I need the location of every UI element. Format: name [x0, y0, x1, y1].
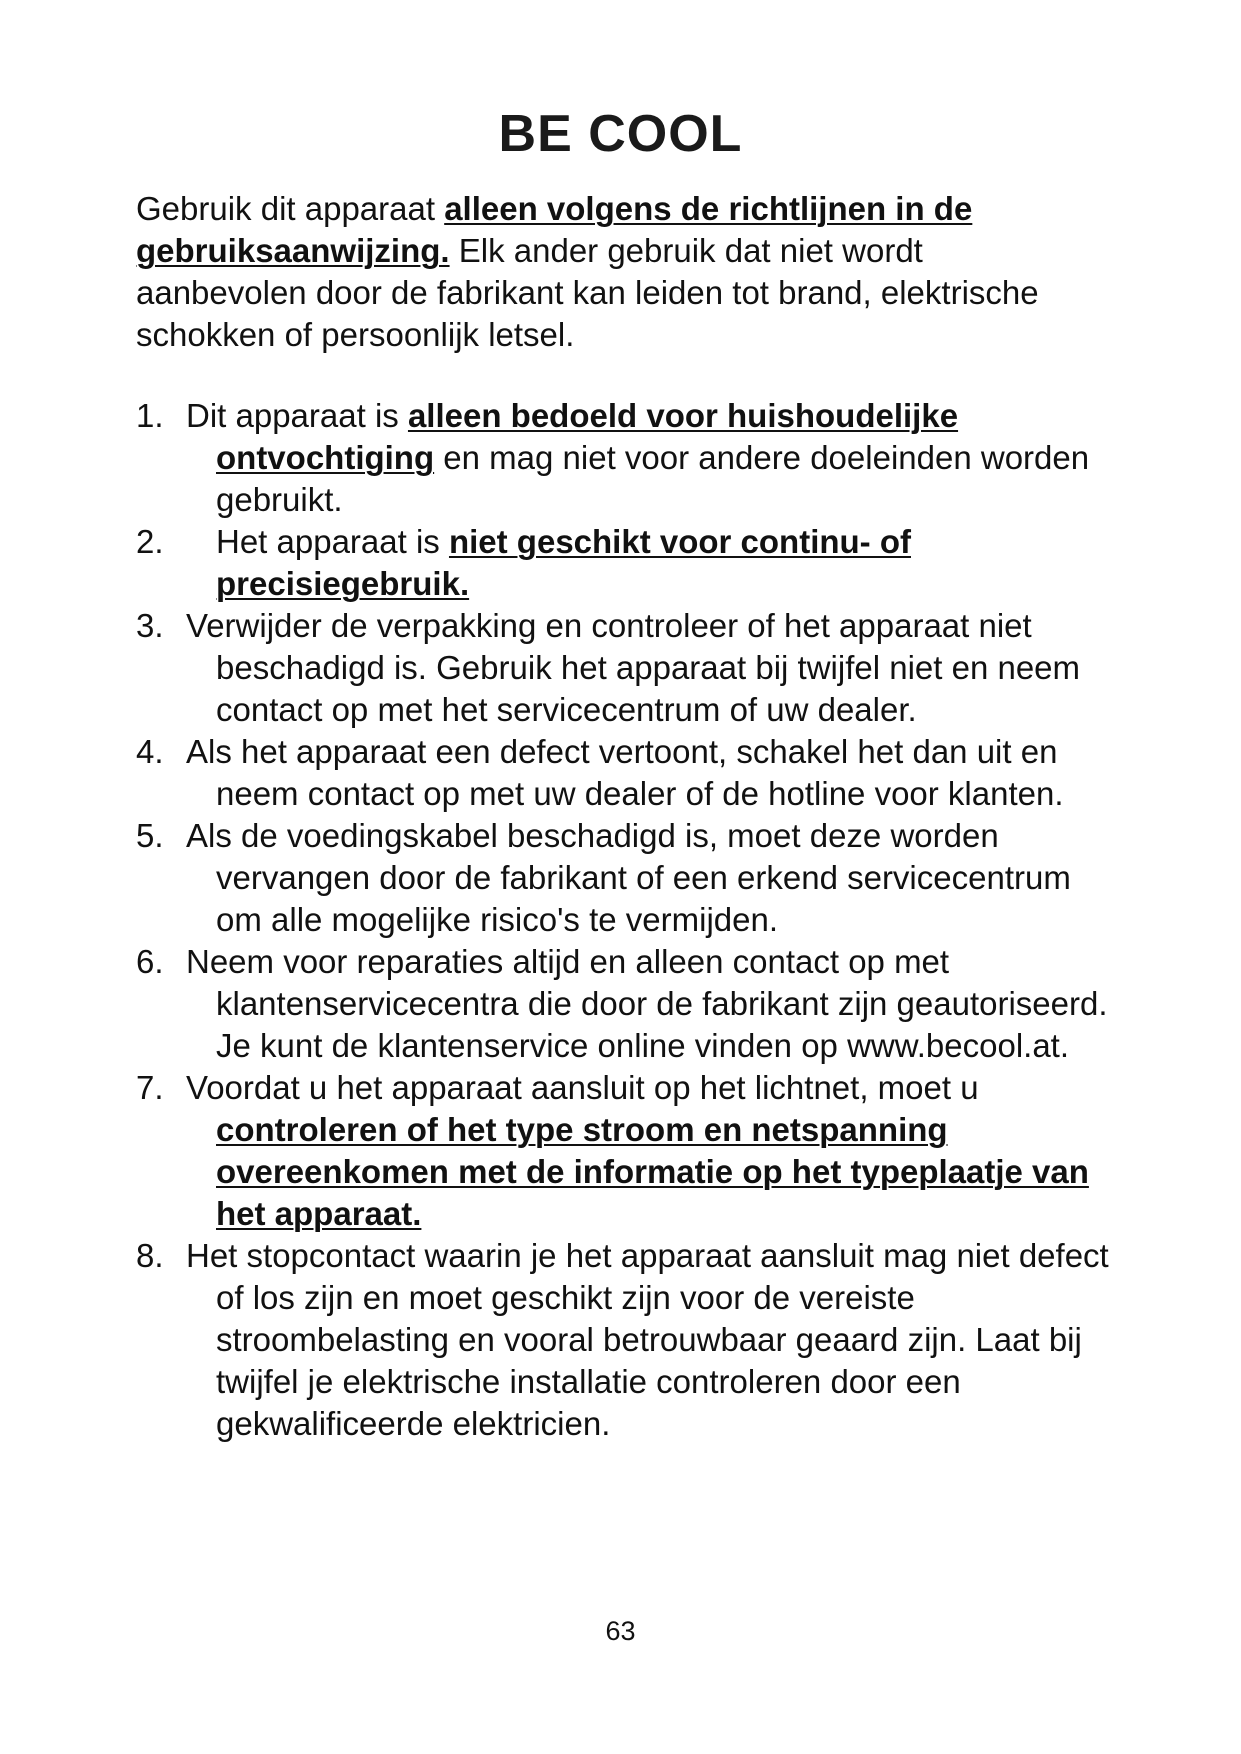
list-item-emphasis: niet geschikt voor continu- of precisiegebruik.: [216, 523, 911, 602]
list-item-number: 2.: [136, 523, 164, 560]
list-item-number: 6.: [136, 943, 164, 980]
list-item-rest: en mag niet voor andere doeleinden worden gebruikt.: [216, 439, 1090, 518]
list-item-text: Voordat u het apparaat aansluit op het lichtnet, moet u: [186, 1069, 979, 1106]
intro-suffix: Elk ander gebruik dat niet wordt aanbevolen door de fabrikant kan leiden tot brand, elektrische schokken of persoonlijk letsel.: [136, 232, 1039, 353]
list-item-text: Verwijder de verpakking en controleer of het apparaat niet beschadigd is. Gebruik het apparaat bij twijfel niet en neem contact op met het servicecentrum of uw dealer.: [186, 607, 1081, 728]
list-item: [136, 1067, 1116, 1235]
safety-instructions-list: [136, 395, 1116, 1445]
list-item: [136, 731, 1116, 815]
list-item-text: Neem voor reparaties altijd en alleen contact op met klantenservicecentra die door de fabrikant zijn geautoriseerd. Je kunt de klantenservice online vinden op www.becool.at.: [186, 943, 1108, 1064]
list-item-number: 3.: [136, 607, 164, 644]
intro-emphasis: alleen volgens de richtlijnen in de gebruiksaanwijzing.: [136, 190, 973, 269]
list-item: [136, 815, 1116, 941]
list-item-number: 5.: [136, 817, 164, 854]
list-item-text: Als het apparaat een defect vertoont, schakel het dan uit en neem contact op met uw dealer of de hotline voor klanten.: [186, 733, 1064, 812]
brand-logo: BE COOL: [498, 105, 743, 163]
list-item: [136, 395, 1116, 521]
list-item-text: Als de voedingskabel beschadigd is, moet deze worden vervangen door de fabrikant of een erkend servicecentrum om alle mogelijke risico's te vermijden.: [186, 817, 1071, 938]
list-item-emphasis: controleren of het type stroom en netspanning overeenkomen met de informatie op het typeplaatje van het apparaat.: [216, 1111, 1089, 1232]
list-item: [136, 1235, 1116, 1445]
list-item-text: Dit apparaat is: [186, 397, 408, 434]
list-item: [136, 605, 1116, 731]
list-item-number: 8.: [136, 1237, 164, 1274]
intro-prefix: Gebruik dit apparaat: [136, 190, 445, 227]
list-item-number: 4.: [136, 733, 164, 770]
list-item: [136, 521, 1116, 605]
list-item: [136, 941, 1116, 1067]
list-item-emphasis: alleen bedoeld voor huishoudelijke ontvochtiging: [216, 397, 959, 476]
list-item-text: Het apparaat is: [216, 523, 449, 560]
intro-paragraph: [136, 188, 1096, 356]
page-number: 63: [605, 1616, 636, 1646]
list-item-number: 1.: [136, 397, 164, 434]
list-item-text: Het stopcontact waarin je het apparaat aansluit mag niet defect of los zijn en moet geschikt zijn voor de vereiste stroombelasting en vooral betrouwbaar geaard zijn. Laat bij twijfel je elektrische installatie controleren door een gekwalificeerde elektricien.: [186, 1237, 1109, 1442]
list-item-number: 7.: [136, 1069, 164, 1106]
